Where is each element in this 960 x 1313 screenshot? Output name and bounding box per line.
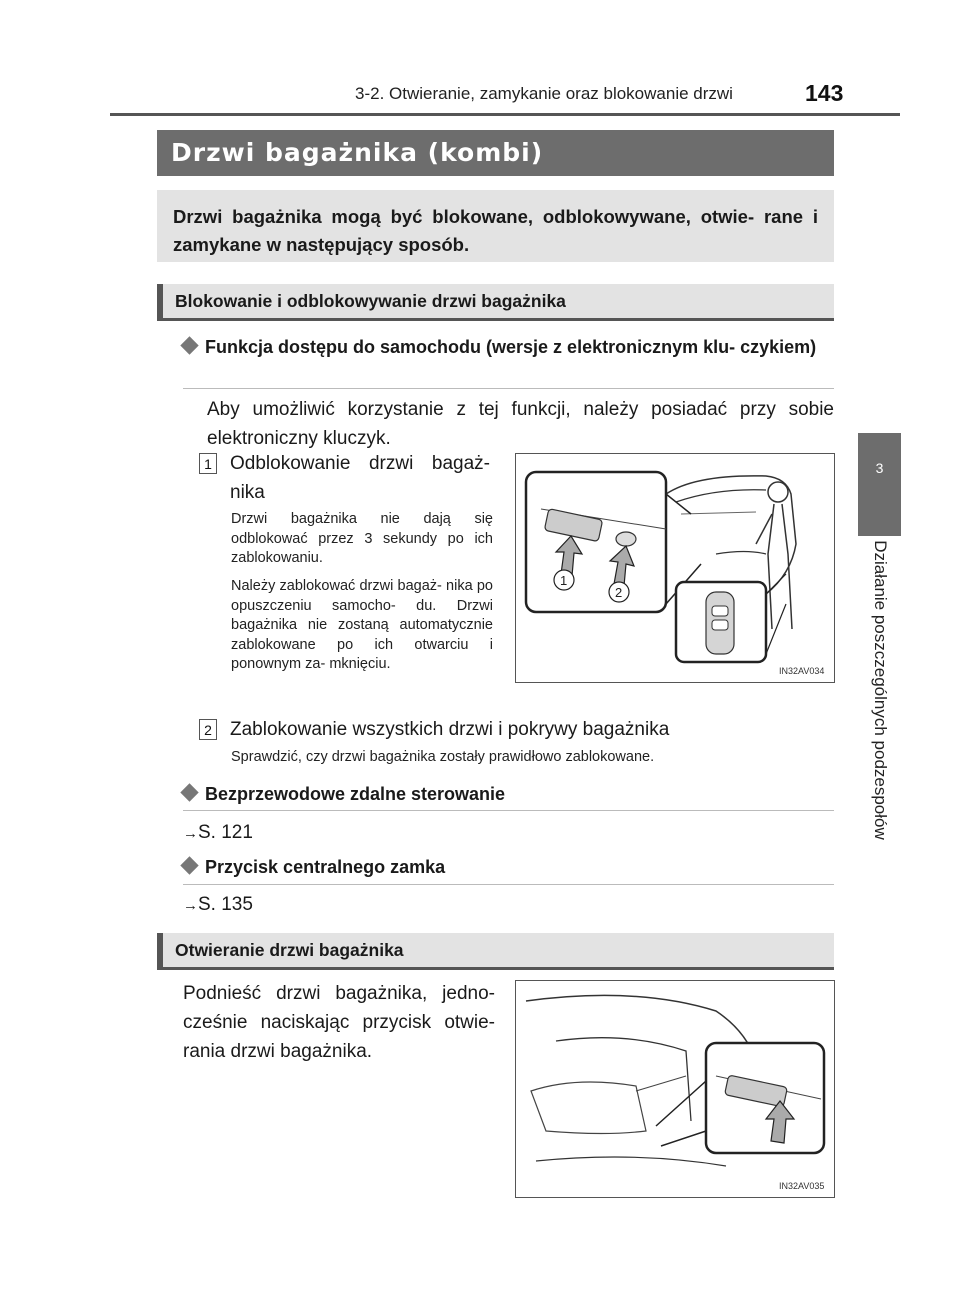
- section-heading-lock: Blokowanie i odblokowywanie drzwi bagażnika: [157, 284, 834, 318]
- page-number: 143: [805, 80, 844, 106]
- subheading-wireless-remote: Bezprzewodowe zdalne sterowanie: [183, 780, 831, 809]
- tailgate-illustration: [516, 454, 834, 682]
- chapter-number: 3: [875, 460, 884, 476]
- figure-tailgate-unlock: [515, 453, 835, 683]
- diamond-bullet-icon: [180, 856, 198, 874]
- figure-callout-1: 1: [560, 573, 568, 588]
- running-header: 3-2. Otwieranie, zamykanie oraz blokowanie drzwi: [355, 84, 733, 103]
- diamond-bullet-icon: [180, 783, 198, 801]
- figure-tailgate-open: [515, 980, 835, 1198]
- arrow-right-icon: →: [183, 825, 198, 842]
- diamond-bullet-icon: [180, 336, 198, 354]
- page-reference-135[interactable]: →S. 135: [183, 894, 253, 915]
- intro-text: Drzwi bagażnika mogą być blokowane, odblokowywane, otwie- rane i zamykane w następujący sposób.: [173, 206, 818, 255]
- page-reference-121[interactable]: →S. 121: [183, 822, 253, 843]
- divider: [183, 810, 834, 811]
- figure-code: IN32AV035: [779, 1181, 825, 1191]
- item-number-2: 2: [199, 719, 217, 740]
- section-rule: [157, 318, 834, 321]
- section-rule: [157, 967, 834, 970]
- chapter-title: Działanie poszczególnych podzespołów: [871, 540, 890, 840]
- note-check-locked: Sprawdzić, czy drzwi bagażnika zostały prawidłowo zablokowane.: [231, 749, 655, 765]
- section-heading-open: Otwieranie drzwi bagażnika: [157, 933, 834, 967]
- page-title: Drzwi bagażnika (kombi): [157, 130, 834, 176]
- item-number-1: 1: [199, 453, 217, 474]
- note-lock-after-leaving: Należy zablokować drzwi bagaż- nika po opuszczeniu samocho- du. Drzwi bagażnika nie zostaną automatycznie zablokowane po ich otwarciu i ponownym za- mknięciu.: [231, 578, 493, 672]
- subheading-smart-access: Funkcja dostępu do samochodu (wersje z elektronicznym klu- czykiem): [183, 333, 852, 362]
- figure-callout-2: 2: [615, 585, 623, 600]
- divider: [183, 388, 834, 389]
- header-rule: [110, 113, 900, 116]
- open-tailgate-text: Podnieść drzwi bagażnika, jedno- cześnie naciskając przycisk otwie- rania drzwi bagażnika.: [183, 983, 495, 1062]
- subheading-central-lock: Przycisk centralnego zamka: [183, 853, 831, 882]
- figure-code: IN32AV034: [779, 666, 825, 676]
- tailgate-open-illustration: [516, 981, 834, 1197]
- note-unlock-delay: Drzwi bagażnika nie dają się odblokować przez 3 sekundy po ich zablokowaniu.: [231, 511, 493, 566]
- arrow-right-icon: →: [183, 897, 198, 914]
- intro-box: [157, 190, 834, 262]
- item-title-lock-all: Zablokowanie wszystkich drzwi i pokrywy bagażnika: [230, 719, 670, 740]
- item-title-unlock: Odblokowanie drzwi bagaż- nika: [230, 453, 490, 503]
- smart-access-text: Aby umożliwić korzystanie z tej funkcji, należy posiadać przy sobie elektroniczny kluczyk.: [207, 399, 834, 449]
- divider: [183, 884, 834, 885]
